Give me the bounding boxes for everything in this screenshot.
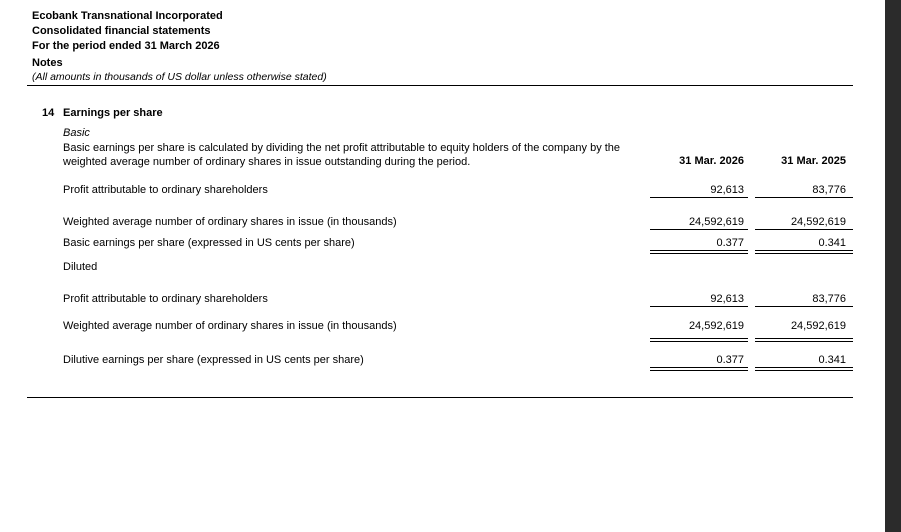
table-cell: 92,613 — [710, 293, 744, 305]
basic-description-line1: Basic earnings per share is calculated by dividing the net profit attributable to equity holders of the company by the — [63, 142, 621, 154]
company-name: Ecobank Transnational Incorporated — [32, 10, 223, 22]
amounts-note: (All amounts in thousands of US dollar unless otherwise stated) — [32, 71, 327, 83]
header-rule — [27, 85, 853, 86]
double-underline — [755, 341, 853, 342]
row-label: Profit attributable to ordinary shareholders — [63, 293, 268, 305]
row-label: Basic earnings per share (expressed in US cents per share) — [63, 237, 355, 249]
double-underline — [755, 367, 853, 368]
underline — [755, 306, 853, 307]
underline — [755, 197, 853, 198]
basic-heading: Basic — [63, 127, 90, 139]
table-cell: 0.341 — [818, 354, 846, 366]
table-cell: 24,592,619 — [688, 320, 744, 332]
table-cell: 24,592,619 — [790, 216, 846, 228]
double-underline — [755, 253, 853, 254]
section-title: Notes — [32, 57, 63, 69]
scrollbar-track[interactable] — [885, 0, 901, 532]
double-underline — [650, 338, 748, 339]
row-label: Dilutive earnings per share (expressed in US cents per share) — [63, 354, 364, 366]
double-underline — [650, 370, 748, 371]
period-title: For the period ended 31 March 2026 — [32, 40, 220, 52]
row-label: Weighted average number of ordinary shares in issue (in thousands) — [63, 320, 397, 332]
double-underline — [650, 253, 748, 254]
column-header-2026: 31 Mar. 2026 — [679, 155, 744, 167]
table-cell: 0.377 — [716, 354, 744, 366]
underline — [650, 306, 748, 307]
note-number: 14 — [42, 107, 55, 119]
underline — [650, 197, 748, 198]
table-cell: 24,592,619 — [688, 216, 744, 228]
row-label: Profit attributable to ordinary shareholders — [63, 184, 268, 196]
note-title: Earnings per share — [63, 107, 163, 119]
table-cell: 0.377 — [716, 237, 744, 249]
footer-rule — [27, 397, 853, 398]
double-underline — [755, 250, 853, 251]
table-cell: 0.341 — [818, 237, 846, 249]
double-underline — [650, 250, 748, 251]
table-cell: 92,613 — [710, 184, 744, 196]
table-cell: 24,592,619 — [790, 320, 846, 332]
double-underline — [650, 341, 748, 342]
statement-title: Consolidated financial statements — [32, 25, 211, 37]
underline — [755, 229, 853, 230]
double-underline — [755, 338, 853, 339]
row-label: Weighted average number of ordinary shares in issue (in thousands) — [63, 216, 397, 228]
column-header-2025: 31 Mar. 2025 — [781, 155, 846, 167]
basic-description-line2: weighted average number of ordinary shares in issue outstanding during the period. — [63, 156, 471, 168]
underline — [650, 229, 748, 230]
table-cell: 83,776 — [812, 184, 846, 196]
double-underline — [755, 370, 853, 371]
double-underline — [650, 367, 748, 368]
diluted-heading: Diluted — [63, 261, 98, 273]
table-cell: 83,776 — [812, 293, 846, 305]
